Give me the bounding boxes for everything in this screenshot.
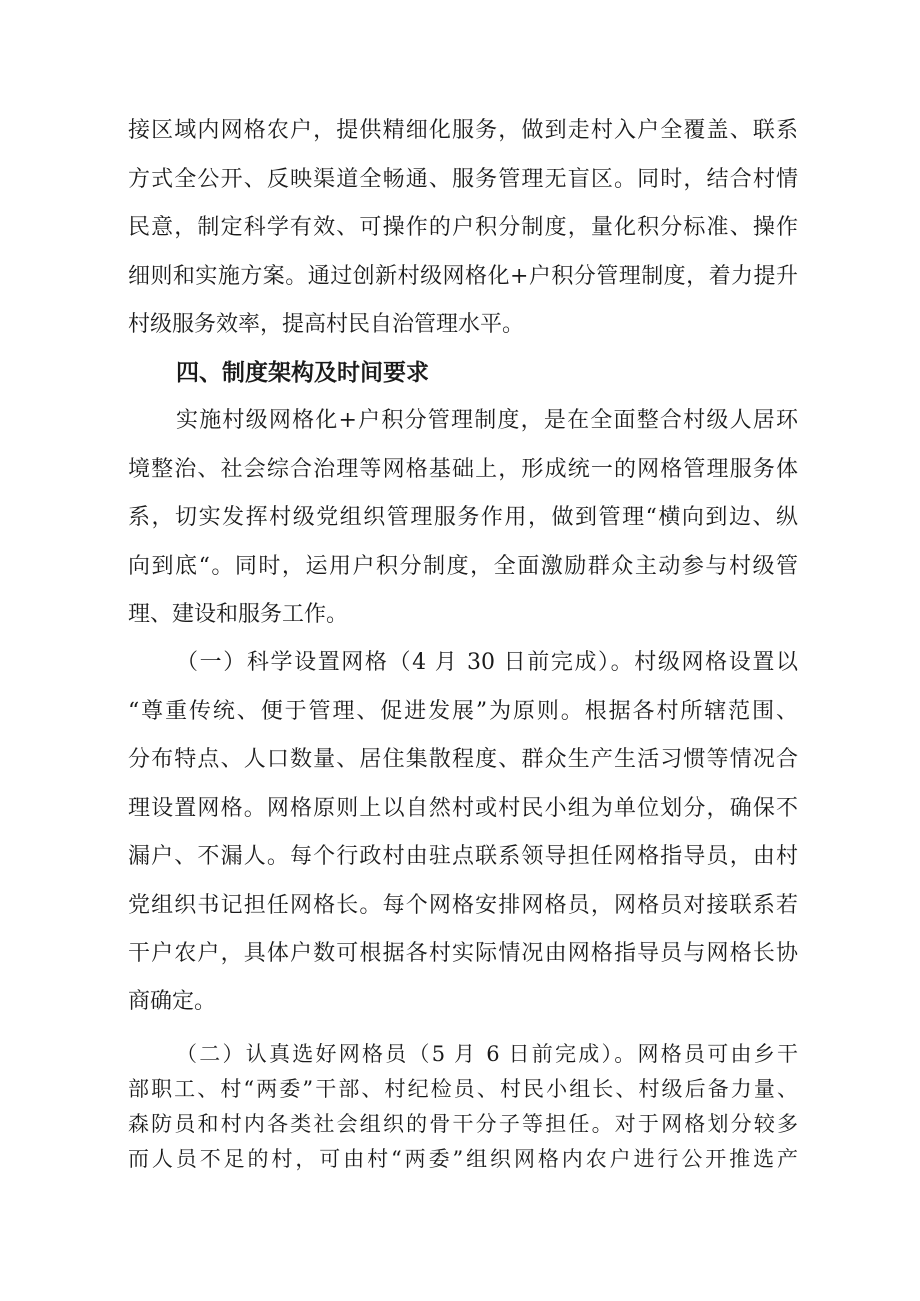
paragraph-line: 森防员和村内各类社会组织的骨干分子等担任。对于网格划分较多 [128, 1112, 798, 1136]
paragraph-line: 商确定。 [128, 989, 217, 1014]
paragraph-line: 实施村级网格化+户积分管理制度，是在全面整合村级人居环 [176, 408, 798, 433]
paragraph-line: （二）认真选好网格员（5 月 6 日前完成）。网格员可由乡干 [176, 1042, 798, 1066]
paragraph-line: 接区域内网格农户，提供精细化服务，做到走村入户全覆盖、联系 [128, 118, 798, 143]
paragraph-line: 境整治、社会综合治理等网格基础上，形成统一的网格管理服务体 [128, 457, 798, 482]
paragraph-line: 而人员不足的村，可由村“两委”组织网格内农户进行公开推选产 [128, 1147, 798, 1171]
paragraph-line: 部职工、村“两委”干部、村纪检员、村民小组长、村级后备力量、 [128, 1077, 798, 1101]
paragraph-line: 方式全公开、反映渠道全畅通、服务管理无盲区。同时，结合村情 [128, 167, 798, 192]
paragraph-line: （一）科学设置网格（4 月 30 日前完成）。村级网格设置以 [176, 650, 798, 675]
paragraph-line: 漏户、不漏人。每个行政村由驻点联系领导担任网格指导员，由村 [128, 844, 798, 869]
paragraph-line: 细则和实施方案。通过创新村级网格化+户积分管理制度，着力提升 [128, 264, 798, 289]
paragraph-line: 系，切实发挥村级党组织管理服务作用，做到管理“横向到边、纵 [128, 505, 798, 530]
paragraph-line: 理、建设和服务工作。 [128, 602, 349, 627]
section-heading: 四、制度架构及时间要求 [176, 360, 429, 386]
paragraph-line: 民意，制定科学有效、可操作的户积分制度，量化积分标准、操作 [128, 215, 798, 240]
paragraph-line: 干户农户，具体户数可根据各村实际情况由网格指导员与网格长协 [128, 941, 798, 966]
paragraph-line: 党组织书记担任网格长。每个网格安排网格员，网格员对接联系若 [128, 893, 798, 918]
paragraph-line: 向到底“。同时，运用户积分制度，全面激励群众主动参与村级管 [128, 554, 798, 579]
paragraph-line: 分布特点、人口数量、居住集散程度、群众生产生活习惯等情况合 [128, 747, 798, 772]
paragraph-line: 理设置网格。网格原则上以自然村或村民小组为单位划分，确保不 [128, 796, 798, 821]
paragraph-line: 村级服务效率，提高村民自治管理水平。 [128, 312, 525, 337]
paragraph-line: “尊重传统、便于管理、促进发展”为原则。根据各村所辖范围、 [128, 699, 798, 724]
